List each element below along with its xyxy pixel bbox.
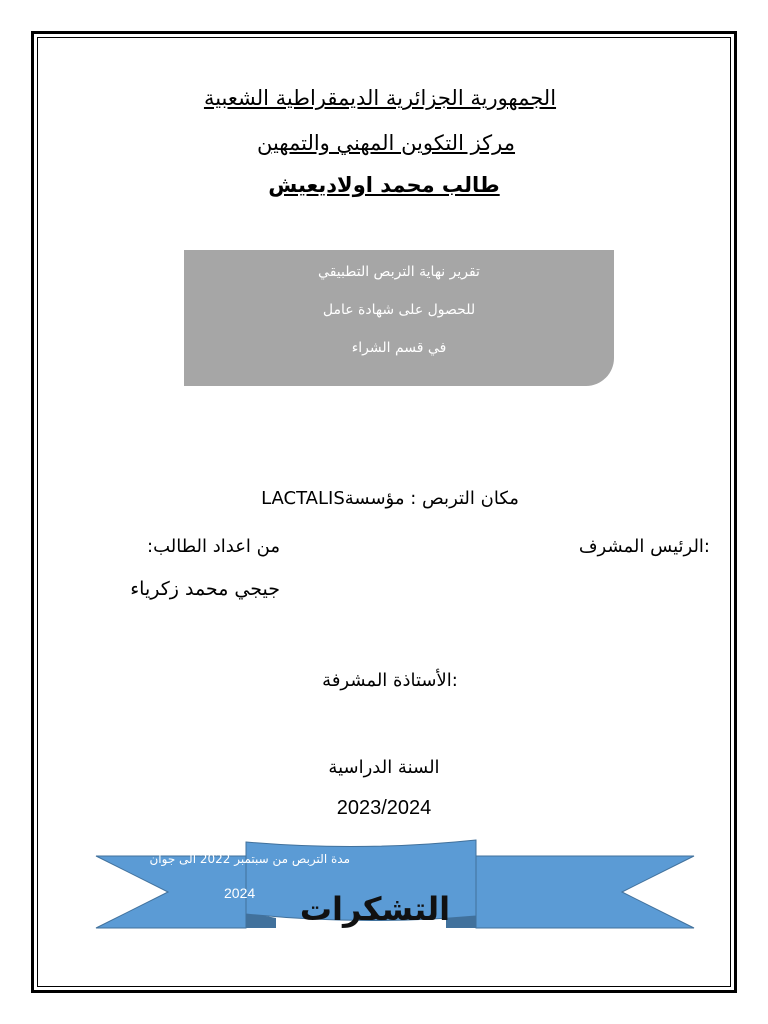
supervisor-head-label: :الرئيس المشرف: [578, 536, 710, 557]
report-title-line-1: تقرير نهاية التربص التطبيقي: [318, 264, 480, 280]
ribbon-period-year: 2024: [224, 885, 256, 901]
report-title-line-2: للحصول على شهادة عامل: [322, 302, 476, 318]
header-center: مركز التكوين المهني والتمهين: [256, 131, 516, 155]
internship-place: مكان التربص : مؤسسةLACTALIS: [261, 488, 519, 509]
header-student: طالب محمد اولاديعيش: [268, 173, 500, 197]
student-name: جيجي محمد زكرياء: [130, 578, 280, 600]
academic-year-label: السنة الدراسية: [328, 757, 440, 778]
ribbon-title: التشكرات: [299, 890, 451, 928]
academic-year-value: 2023/2024: [336, 797, 432, 819]
prepared-by-label: من اعداد الطالب:: [147, 536, 280, 557]
teacher-supervisor-label: :الأستاذة المشرفة: [322, 670, 458, 691]
ribbon-period-text: مدة التربص من سبتمبر 2022 الى جوان: [149, 852, 350, 866]
report-title-box: [184, 250, 614, 386]
report-title-line-3: في قسم الشراء: [351, 340, 447, 356]
header-country: الجمهورية الجزائرية الديمقراطية الشعبية: [203, 86, 557, 110]
